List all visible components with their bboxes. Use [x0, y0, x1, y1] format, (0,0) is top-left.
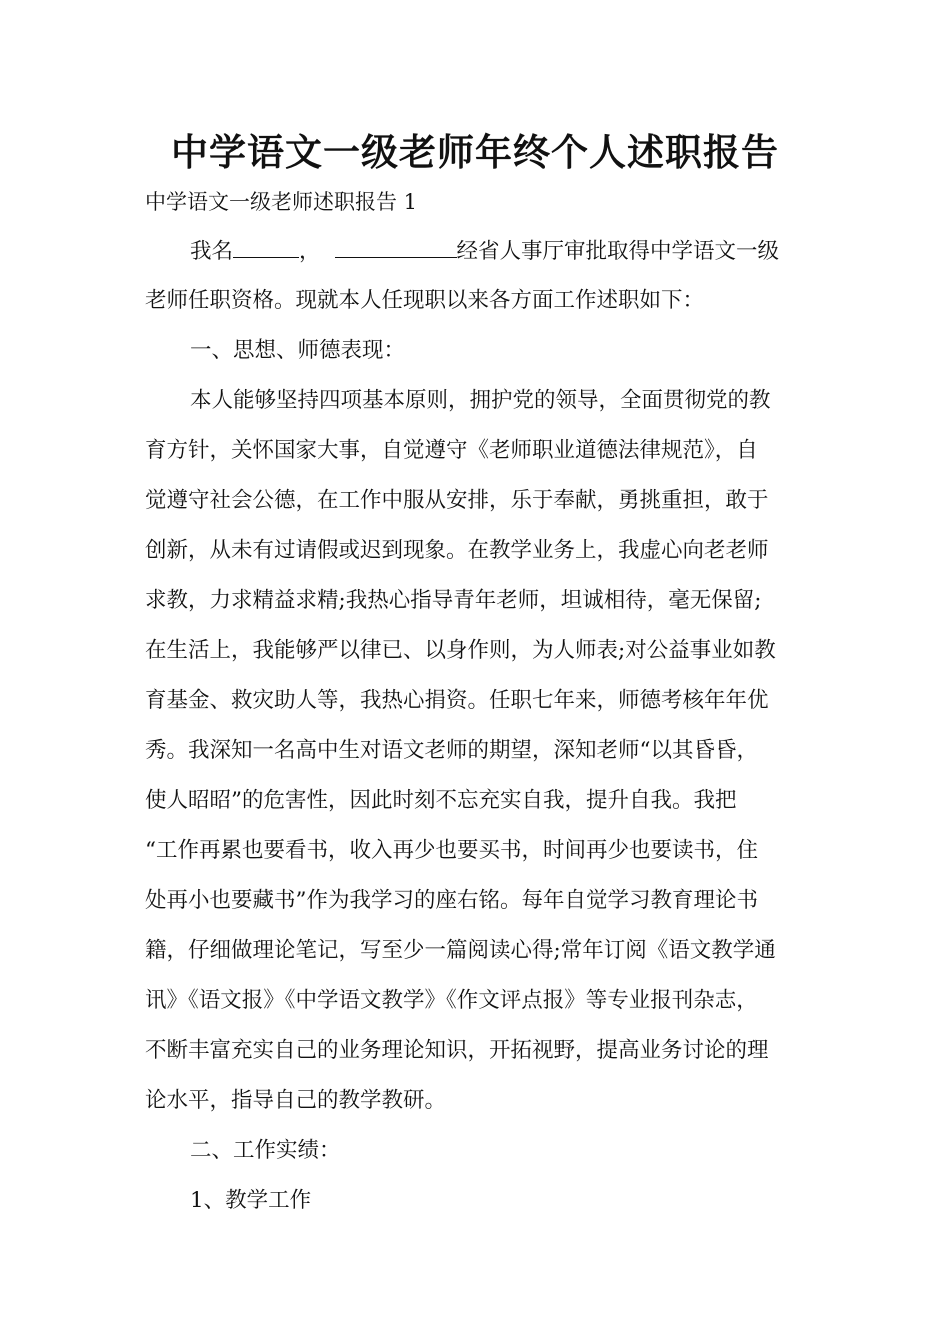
date-blank: [335, 235, 457, 258]
paragraph-line: 求教，力求精益求精;我热心指导青年老师，坦诚相待，毫无保留;: [145, 588, 762, 613]
intro-suffix: 经省人事厅审批取得中学语文一级: [456, 239, 780, 264]
paragraph-line: 育基金、救灾助人等，我热心捐资。任职七年来，师德考核年年优: [145, 688, 769, 713]
intro-line-1: [190, 234, 779, 270]
intro-prefix: 我名: [190, 239, 234, 264]
section1-heading: 一、思想、师德表现：: [190, 338, 406, 363]
intro-separator: ，: [299, 239, 321, 264]
paragraph-line: 处再小也要藏书”作为我学习的座右铭。每年自觉学习教育理论书: [145, 888, 758, 913]
paragraph-line: 创新，从未有过请假或迟到现象。在教学业务上，我虚心向老老师: [145, 538, 769, 563]
paragraph-line: 论水平，指导自己的教学教研。: [145, 1088, 447, 1113]
document-subtitle: 中学语文一级老师述职报告 1: [145, 190, 418, 214]
name-blank: [233, 235, 299, 258]
paragraph-line: 育方针，关怀国家大事，自觉遵守《老师职业道德法律规范》，自: [145, 438, 758, 463]
paragraph-line: 不断丰富充实自己的业务理论知识，开拓视野，提高业务讨论的理: [145, 1038, 769, 1063]
document-title: 中学语文一级老师年终个人述职报告: [171, 131, 779, 174]
paragraph-line: 秀。我深知一名高中生对语文老师的期望，深知老师“以其昏昏，: [145, 738, 758, 763]
paragraph-line: 使人昭昭”的危害性，因此时刻不忘充实自我，提升自我。我把: [145, 788, 737, 813]
paragraph-line: 觉遵守社会公德，在工作中服从安排，乐于奉献，勇挑重担，敢于: [145, 488, 769, 513]
paragraph-line: “工作再累也要看书，收入再少也要买书，时间再少也要读书，住: [145, 838, 758, 863]
section2-heading: 二、工作实绩：: [190, 1138, 341, 1163]
paragraph-line: 本人能够坚持四项基本原则，拥护党的领导，全面贯彻党的教: [190, 388, 771, 413]
section2-subheading: 1、教学工作: [190, 1188, 312, 1213]
paragraph-line: 籍，仔细做理论笔记，写至少一篇阅读心得;常年订阅《语文教学通: [145, 938, 776, 963]
intro-line-2: 老师任职资格。现就本人任现职以来各方面工作述职如下：: [145, 288, 705, 313]
paragraph-line: 在生活上，我能够严以律已、以身作则，为人师表;对公益事业如教: [145, 638, 776, 663]
paragraph-line: 讯》《语文报》《中学语文教学》《作文评点报》等专业报刊杂志，: [145, 988, 758, 1013]
